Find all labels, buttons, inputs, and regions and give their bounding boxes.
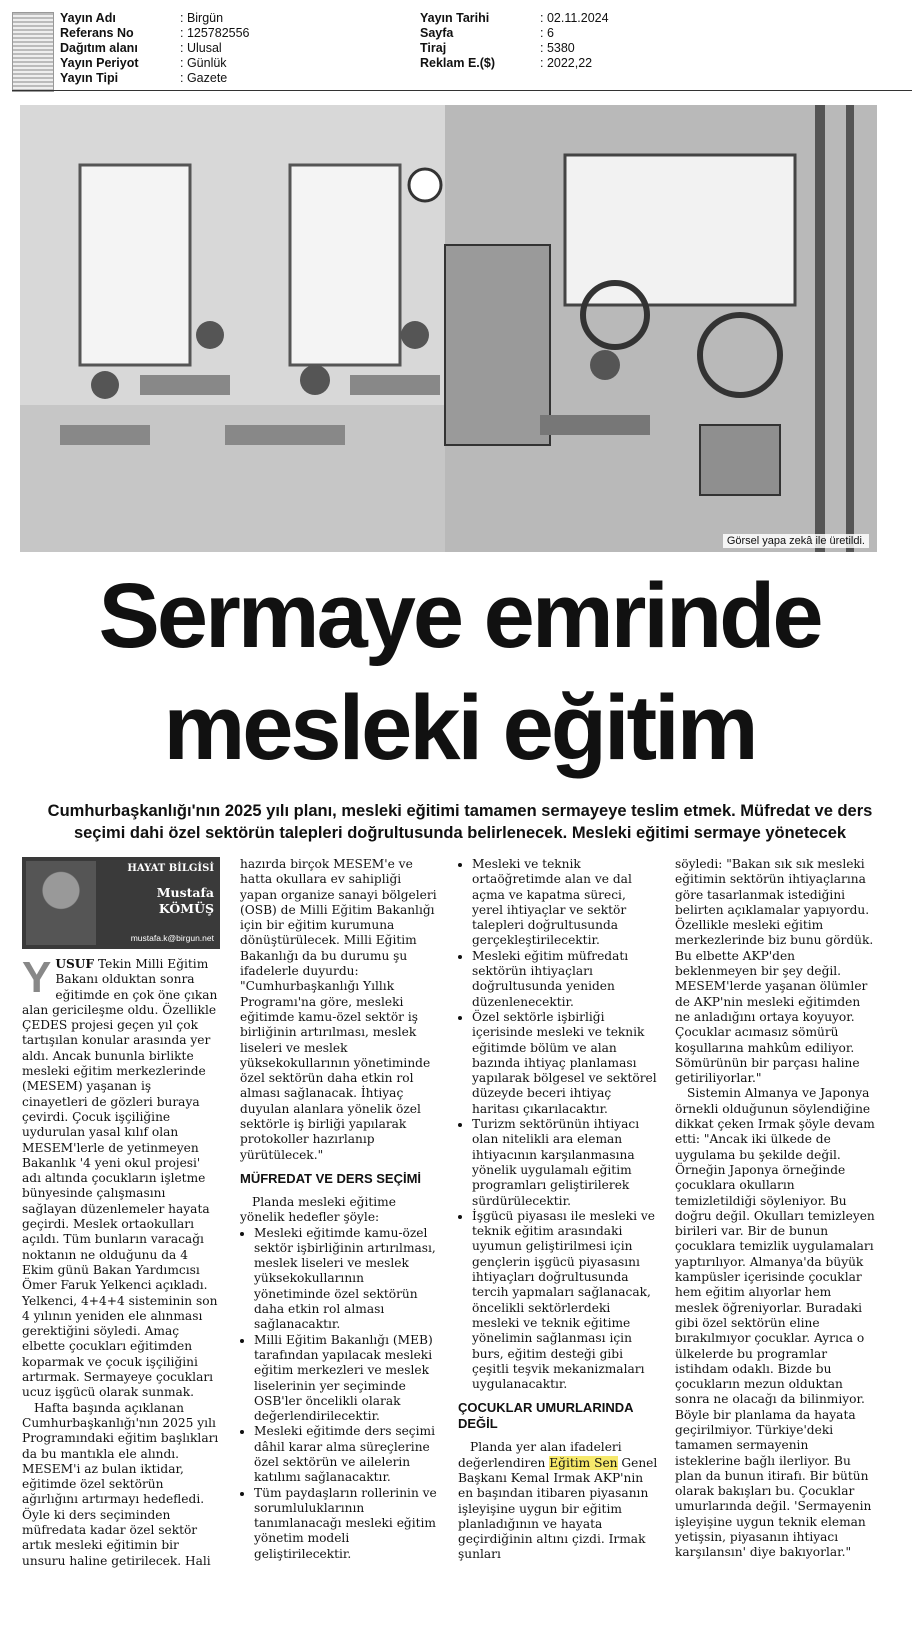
meta-row-pub-name — [60, 10, 223, 26]
column-tag: HAYAT BİLGİSİ — [127, 863, 214, 874]
meta-row-ref — [60, 25, 250, 41]
meta-value: : Gazete — [180, 71, 228, 85]
section-heading: ÇOCUKLAR UMURLARINDA DEĞİL — [458, 1400, 633, 1432]
meta-row-period — [60, 55, 227, 71]
paragraph-text: Planda yer alan ifadeleri değerlendiren — [458, 1440, 622, 1470]
article-column-2 — [240, 857, 440, 1562]
list-item: • Özel sektörle işbirliği içerisinde mesleki ve teknik eğitimde bölüm ve alan bazında ihtiyaç planlaması yapılarak bölgesel ve sektörel düzeyde beceri ihtiyaç haritası çıkarılacaktır. — [472, 1010, 658, 1117]
paragraph — [22, 953, 220, 1401]
meta-row-page — [420, 25, 554, 41]
meta-label: Tiraj — [420, 41, 447, 55]
list-item: • Mesleki eğitim müfredatı sektörün ihtiyaçları doğrultusunda yeniden düzenlenecektir. — [472, 949, 658, 1010]
article-illustration — [20, 105, 877, 552]
lead-word: USUF — [55, 957, 95, 971]
author-last-name: KÖMÜŞ — [158, 901, 214, 916]
paragraph-text: Tekin Milli Eğitim Bakanı olduktan sonra eğitimde en çok öne çıkan alan gericileşme oldu. Özellikle ÇEDES projesi geçen yıl çok tartışılan konular arasında yer aldı. Ancak bununla birlikte mesleki eğitim merkezlerinde (MESEM) yaşanan iş cinayetleri de gözleri buraya çevirdi. Çocuk işçiliğine uydurulan yasal kılıf olan MESEM'lerle de yetinmeyen Bakanlık '4 yeni okul projesi' adı altında çocukların işletme bünyesinde çalışmasını sağlayan düzenlemeler hayata geçirdi. Meslek ortaokulları açıldı. Tüm bunların varacağı noktanın ne olduğunu da 4 Ekim günü Bakan Yardımcısı Ömer Faruk Yelkenci açıkladı. Yelkenci, 4+4+4 sisteminin son 4 yılının yeniden ele alınması gerektiğini söyledi. Amaç elbette çocukları eğitimden koparmak ve çocuk işçiliğini artırmak. Sermayeye çocukları ucuz işgücü olarak sunmak. — [22, 957, 218, 1400]
author-name — [157, 885, 214, 917]
meta-label: Sayfa — [420, 26, 454, 40]
meta-label: Referans No — [60, 26, 134, 40]
list-item: • Turizm sektörünün ihtiyacı olan nitelikli ara eleman ihtiyacının karşılanmasına yönelik uygulamalı eğitim programları geliştirilerek sürdürülecektir. — [472, 1117, 658, 1209]
headline — [0, 560, 919, 784]
meta-row-type — [60, 70, 227, 86]
paragraph-text: Genel Başkanı Kemal Irmak AKP'nin en başından itibaren piyasanın işleyişine uygun bir eğitim planladığının ve hayata geçirdiğinin altını çizdi. Irmak şunları — [458, 1455, 658, 1562]
clipping-metadata — [0, 8, 919, 93]
section-heading: MÜFREDAT VE DERS SEÇİMİ — [240, 1170, 422, 1186]
author-photo — [26, 861, 96, 945]
meta-label: Reklam E.($) — [420, 56, 496, 70]
paragraph: söyledi: "Bakan sık sık mesleki eğitimin sektörün ihtiyaçlarına göre tasarlanmak istediğini belirten açıklamalar yapıyordu. Özellikle mesleki eğitim merkezlerinde biz bunu gördük. Bu elbette AKP'den beklenmeyen bir şey değil. MESEM'lerde yaşanan ölümler de AKP'nin mesleki eğitimden ne anladığını ortaya koyuyor. Çocuklar acımasız sömürü koşullarına mahkûm ediliyor. Sömürünün bir parçası haline getiriliyorlar." — [675, 857, 874, 1086]
meta-value: : 125782556 — [180, 26, 250, 40]
classroom-factory-illustration — [20, 105, 877, 552]
meta-row-ad — [420, 55, 592, 71]
meta-row-date — [420, 10, 609, 26]
list-item: • Milli Eğitim Bakanlığı (MEB) tarafından yapılacak mesleki eğitim merkezleri ve meslek liselerinin yer seçiminde OSB'ler öncelikli olarak değerlendirilecektir. — [254, 1333, 440, 1425]
list-item: • Mesleki ve teknik ortaöğretimde alan ve dal açma ve kapatma süreci, yerel ihtiyaçlar ve sektör talepleri doğrultusunda gerçekleştirilecektir. — [472, 857, 658, 949]
photo-caption: Görsel yapa zekâ ile üretildi. — [723, 534, 869, 548]
author-box — [22, 857, 220, 949]
highlighted-org-name: Eğitim Sen — [549, 1455, 618, 1470]
list-item: • İşgücü piyasası ile mesleki ve teknik eğitim arasındaki uyumun geliştirilmesi için gençlerin işgücü piyasasını ihtiyaçları doğrultusunda tercih yapmaları sağlanacak, öncelikli sektörlerdeki mesleki ve teknik eğitime yönelimin sağlanması için burs, eğitim desteği gibi çeşitli teşvik mekanizmaları uygulanacaktır. — [472, 1209, 658, 1393]
meta-row-circ — [420, 40, 575, 56]
list-item: • Mesleki eğitimde ders seçimi dâhil karar alma süreçlerine özel sektörün ve ailelerin katılımı sağlanacaktır. — [254, 1424, 440, 1485]
paragraph: Planda mesleki eğitime yönelik hedefler şöyle: — [240, 1194, 396, 1225]
meta-value: : 5380 — [540, 41, 575, 55]
meta-value: : 2022,22 — [540, 56, 593, 70]
meta-label: Dağıtım alanı — [60, 41, 138, 55]
paragraph: Sistemin Almanya ve Japonya örnekli olduğunun söylendiğine dikkat çeken Irmak şöyle devam etti: "Ancak iki ülkede de uygulama bu şekilde değil. Örneğin Japonya örneğinde çocuklara okulların temizletildiği söyleniyor. Bu doğru değil. Okulları temizleyen birileri var. Bir de bunun çocuklara temizlik uygulamaları yaptırılıyor. Almanya'da büyük kampüsler içerisinde çocuklar hem eğitim alıyorlar hem meslek öğreniyorlar. Buradaki gibi özel sektörün eline bırakılmıyor çocuklar. Ayrıca o ülkelerde bu programlar istihdam odaklı. Bizde bu çocukların mezun olduktan sonra ne olacağı da bilinmiyor. Böyle bir planlama da hayata geçirilmiyor. Türkiye'deki tamamen sermayenin isteklerine bağlı ilerliyor. Bu plan da bunun itirafı. Bir bütün olarak bakışları bu. Çocuklar umurlarında değil. 'Sermayenin işleyişine uygun teknik eleman yetişsin, piyasanın ihtiyacı karşılansın' diye bakıyorlar." — [675, 1086, 875, 1560]
subheadline-line-2: seçimi dahi özel sektörün talepleri doğrultusunda belirlenecek. Mesleki eğitimi sermaye yönetecek — [73, 824, 847, 842]
meta-label: Yayın Tarihi — [420, 11, 490, 25]
author-email: mustafa.k@birgun.net — [130, 933, 214, 943]
author-first-name: Mustafa — [156, 885, 214, 900]
meta-label: Yayın Adı — [60, 11, 116, 25]
list-item: • Tüm paydaşların rollerinin ve sorumluluklarının tanımlanacağı mesleki eğitim yönetim modeli geliştirilecektir. — [254, 1486, 440, 1562]
header-divider — [12, 90, 912, 91]
subheadline-line-1: Cumhurbaşkanlığı'nın 2025 yılı planı, mesleki eğitimi tamamen sermayeye teslim etmek. Müfredat ve ders — [47, 802, 873, 820]
headline-line-2: mesleki eğitim — [163, 677, 756, 779]
meta-value: : 6 — [540, 26, 554, 40]
drop-cap: Y — [22, 953, 52, 1002]
meta-value: : Birgün — [180, 11, 224, 25]
subheadline — [20, 800, 900, 844]
article-column-1 — [22, 953, 220, 1569]
paragraph: Hafta başında açıklanan Cumhurbaşkanlığı'nın 2025 yılı Programındaki eğitim başlıkları da bu mantıkla ele alındı. MESEM'i az bulan iktidar, eğitimde özel sektörün ağırlığını artırmayı hedefledi. Öyle ki ders seçiminden müfredata kadar özel sektör artık mesleki eğitimin bir unsuru haline getirilecek. Hali — [22, 1400, 219, 1568]
newspaper-thumbnail-icon — [12, 12, 54, 92]
meta-value: : 02.11.2024 — [540, 11, 609, 25]
goals-list — [240, 1226, 440, 1563]
meta-value: : Günlük — [180, 56, 227, 70]
article-column-4 — [675, 857, 875, 1561]
meta-row-dist — [60, 40, 222, 56]
goals-list-continued — [458, 857, 658, 1392]
headline-line-1: Sermaye emrinde — [98, 565, 821, 667]
meta-label: Yayın Tipi — [60, 71, 119, 85]
meta-value: : Ulusal — [180, 41, 222, 55]
meta-label: Yayın Periyot — [60, 56, 139, 70]
paragraph: hazırda birçok MESEM'e ve hatta okullara ev sahipliği yapan organize sanayi bölgeleri (OSB) de Milli Eğitim Bakanlığı için bir eğitim kurumuna dönüştürülecek. Milli Eğitim Bakanlığı da bu durumu şu ifadelerle duyurdu: "Cumhurbaşkanlığı Yıllık Programı'na göre, mesleki eğitimde kamu-özel sektör iş birliğinin artırılması, meslek liseleri ve meslek yüksekokullarının yönetiminde özel sektörün daha etkin rol alması sağlanacak. İhtiyaç duyulan alanlara yönelik özel sektörle iş birliği yapılarak protokoller hazırlanıp yürütülecek." — [240, 857, 437, 1162]
article-column-3 — [458, 857, 658, 1563]
list-item: • Mesleki eğitimde kamu-özel sektör işbirliğinin artırılması, meslek liseleri ve meslek yüksekokullarının yönetiminde özel sektörün daha etkin rol alması sağlanacaktır. — [254, 1226, 440, 1333]
paragraph — [458, 1440, 658, 1562]
